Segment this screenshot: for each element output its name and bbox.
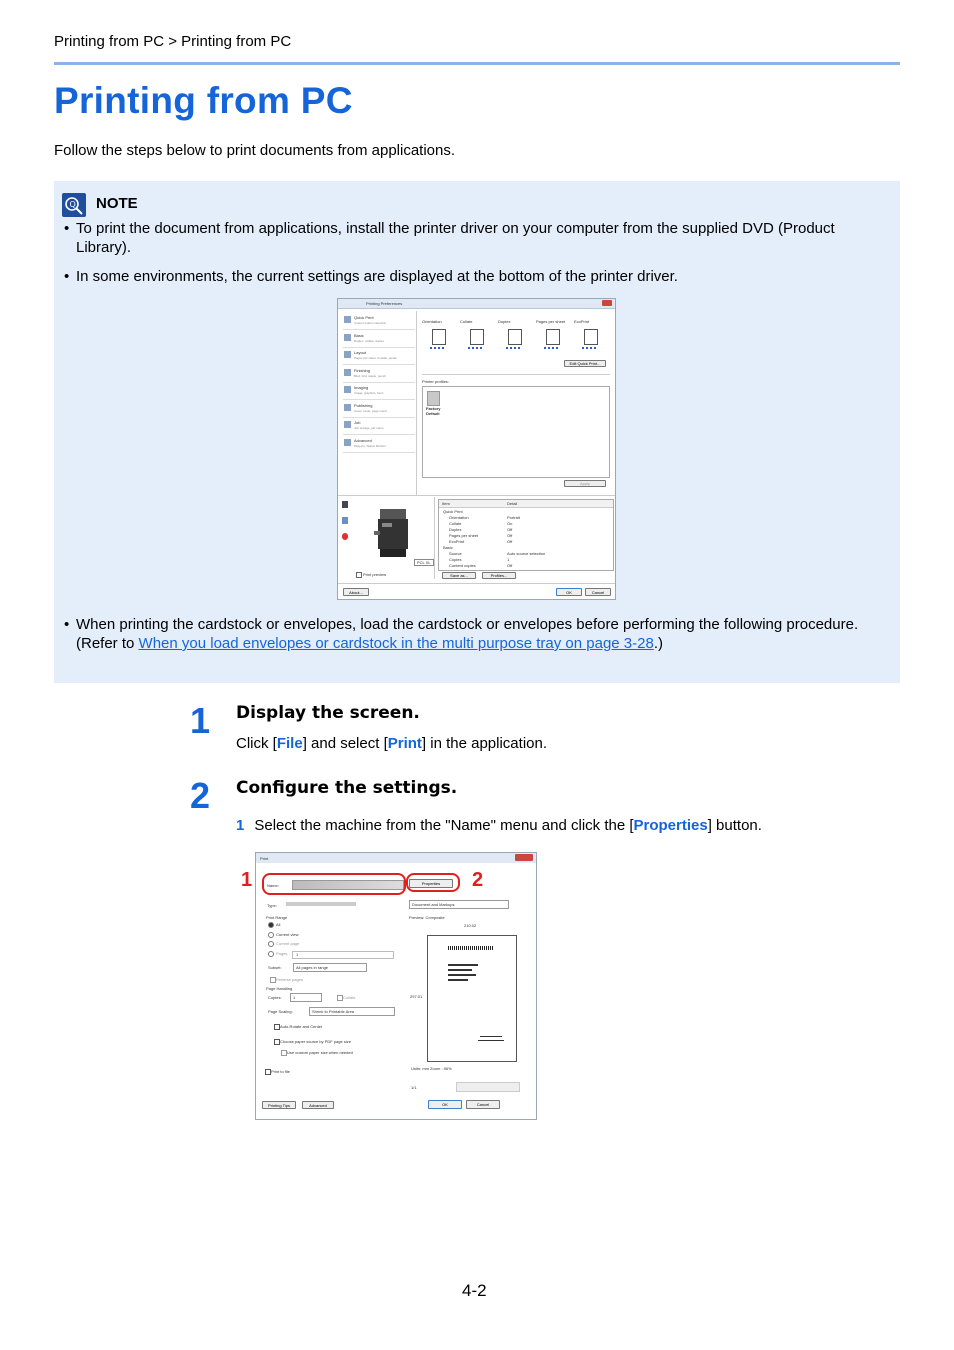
preview-label: Preview: Composite: [409, 915, 445, 920]
table-cell-item: Pages per sheet: [449, 533, 479, 538]
table-cell-detail: Off: [507, 533, 513, 538]
tab-icon: [344, 316, 351, 323]
collate-label: Collate: [343, 995, 356, 1000]
layout-icon: [342, 517, 348, 524]
step-number: 2: [190, 775, 211, 816]
column-label: Pages per sheet: [536, 319, 566, 324]
text-part: Select the machine from the "Name" menu and click the [: [254, 817, 634, 834]
intro-text: Follow the steps below to print documents from applications.: [54, 142, 456, 159]
barcode: [448, 946, 494, 950]
page-icon: [342, 501, 348, 508]
table-header-cell: Detail: [507, 501, 518, 506]
table-cell-item: Source: [449, 551, 462, 556]
profile-icon: [427, 391, 440, 406]
breadcrumb: Printing from PC > Printing from PC: [54, 33, 292, 50]
text-line: [448, 974, 476, 976]
range-option-label: Pages: [276, 951, 288, 956]
quick-print-columns: [422, 319, 612, 359]
column-dots: [582, 347, 598, 349]
refer-link[interactable]: When you load envelopes or cardstock in the multi purpose tray on page 3-28: [138, 635, 654, 652]
edit-quick-print-button[interactable]: Edit Quick Print...: [564, 360, 606, 367]
column-icon[interactable]: [470, 329, 484, 345]
svg-text:Q: Q: [69, 200, 76, 209]
comments-value: Document and Markups: [412, 902, 455, 907]
close-icon: [515, 854, 533, 861]
properties-button[interactable]: Properties: [409, 879, 453, 888]
name-callout-box: [262, 873, 406, 895]
divider: [338, 495, 615, 496]
color-icon: [342, 533, 348, 540]
keyword-file: File: [276, 735, 303, 752]
step-text: [236, 735, 547, 752]
substep: [236, 817, 762, 834]
profiles-button[interactable]: Profiles...: [482, 572, 516, 579]
column-label: Collate: [460, 319, 473, 324]
print-dialog-screenshot: [255, 852, 537, 1120]
print-preview-checkbox[interactable]: [356, 572, 362, 578]
step-heading: Configure the settings.: [236, 778, 458, 798]
print-preview-label: Print preview: [363, 572, 387, 577]
comments-select[interactable]: [409, 900, 509, 909]
save-as-button[interactable]: Save as...: [442, 572, 476, 579]
profiles-list[interactable]: [422, 386, 610, 478]
range-radio[interactable]: [268, 932, 274, 938]
range-radio[interactable]: [268, 951, 274, 957]
print-title: Print: [260, 856, 269, 861]
advanced-button[interactable]: Advanced: [302, 1101, 334, 1109]
cancel-button[interactable]: Cancel: [585, 588, 611, 596]
tab-icon: [344, 421, 351, 428]
table-cell-detail: Off: [507, 563, 513, 568]
copies-value: 1: [293, 995, 296, 1000]
callout-1: 1: [241, 869, 253, 891]
keyword-print: Print: [387, 735, 422, 752]
table-header-cell: Item: [442, 501, 450, 506]
choose-source-label: Choose paper source by PDF page size: [280, 1039, 351, 1044]
text-part: ] button.: [707, 817, 762, 834]
print-to-file-label: Print to file: [271, 1069, 290, 1074]
text-line: [478, 1040, 504, 1041]
keyword-properties: Properties: [633, 817, 708, 834]
copies-input[interactable]: [290, 993, 322, 1002]
print-cancel-button[interactable]: Cancel: [466, 1100, 500, 1109]
prefs-tab[interactable]: [343, 313, 415, 330]
range-radio[interactable]: [268, 922, 274, 928]
properties-callout-box: [406, 873, 460, 892]
ok-button[interactable]: OK: [556, 588, 582, 596]
scaling-select[interactable]: [309, 1007, 395, 1016]
printer-image: [374, 507, 414, 559]
range-option-label: Current page: [276, 941, 300, 946]
tab-sublabel: Duplex, collate, duplex: [354, 338, 385, 343]
text-line: [448, 969, 472, 971]
range-option-label: Current view: [276, 932, 299, 937]
note-bullet-text: To print the document from applications, install the printer driver on your computer from the supplied DVD (Product Library).: [76, 220, 835, 256]
width-value: 210.02: [464, 923, 477, 928]
text-line: [480, 1036, 502, 1037]
prefs-tab[interactable]: [343, 418, 415, 435]
table-cell-detail: On: [507, 521, 513, 526]
text-line: [448, 964, 478, 966]
range-label: Print Range: [266, 915, 288, 920]
subset-label: Subset:: [268, 965, 282, 970]
pages-input[interactable]: [292, 951, 394, 959]
tab-icon: [344, 439, 351, 446]
divider: [338, 583, 615, 584]
tab-sublabel: Image, graphics, fonts: [354, 391, 384, 395]
table-cell-detail: Off: [507, 527, 513, 532]
callout-2: 2: [472, 869, 484, 891]
tab-icon: [344, 386, 351, 393]
column-label: EcoPrint: [574, 319, 590, 324]
tab-label: Basic: [354, 332, 364, 338]
height-value: 297.01: [410, 994, 423, 999]
range-radio[interactable]: [268, 941, 274, 947]
tab-sublabel: Bind, fold, staple, punch: [354, 373, 387, 378]
step-number: 1: [190, 700, 211, 741]
table-cell-item: Copies: [449, 557, 462, 562]
tab-icon: [344, 404, 351, 411]
page-slider[interactable]: [456, 1082, 520, 1092]
prefs-tab[interactable]: [343, 348, 415, 365]
settings-table: [438, 499, 614, 571]
profile-name[interactable]: Factory Default: [426, 406, 441, 416]
divider: [416, 311, 417, 496]
subset-value: All pages in range: [296, 965, 329, 970]
note-label: NOTE: [96, 195, 138, 212]
name-label: Name:: [267, 883, 279, 888]
text-part: ] and select [: [302, 735, 388, 752]
table-cell-detail: 1: [507, 557, 510, 562]
tab-label: Quick Print: [354, 315, 374, 320]
reverse-label: Reverse pages: [276, 977, 303, 982]
page-preview: [427, 935, 517, 1062]
bullet-dot: •: [64, 268, 70, 285]
column-dots: [544, 347, 560, 349]
prefs-tab[interactable]: [343, 436, 415, 453]
page-counter: 1/1: [411, 1085, 417, 1090]
print-ok-button[interactable]: OK: [428, 1100, 462, 1109]
printing-tips-button[interactable]: Printing Tips: [262, 1101, 296, 1109]
text-part: Click [: [236, 735, 277, 752]
note-bullet-text: [76, 615, 866, 653]
copies-label: Copies:: [268, 995, 282, 1000]
refer-prefix: (Refer to: [76, 635, 139, 652]
subset-select[interactable]: [293, 963, 367, 972]
pdl-label: PCL XL: [414, 559, 434, 566]
tab-icon: [344, 334, 351, 341]
tab-label: Imaging: [354, 385, 369, 390]
tab-label: Finishing: [354, 367, 371, 373]
refer-suffix: .): [653, 635, 664, 652]
print-titlebar: [256, 853, 536, 863]
bullet-dot: •: [64, 220, 70, 237]
profiles-label: Printer profiles:: [422, 379, 449, 384]
table-header: [439, 500, 613, 508]
tab-sublabel: Job storage, job name: [354, 426, 384, 430]
prefs-tab[interactable]: [343, 383, 415, 400]
tab-icon: [344, 351, 351, 358]
autorotate-label: Auto-Rotate and Center: [280, 1024, 323, 1029]
column-icon[interactable]: [508, 329, 522, 345]
column-icon[interactable]: [584, 329, 598, 345]
table-cell-item: Content copies: [449, 563, 476, 568]
bullet-dot: •: [64, 616, 70, 633]
column-dots: [506, 347, 522, 349]
scaling-value: Shrink to Printable Area: [312, 1009, 355, 1014]
prefs-tab[interactable]: [343, 331, 415, 348]
prefs-titlebar: [338, 299, 615, 309]
column-label: Duplex: [498, 319, 511, 324]
tab-label: Job: [354, 420, 361, 425]
table-cell-item: Collate: [449, 521, 462, 526]
header-rule: [54, 62, 900, 65]
table-cell-item: Basic: [443, 545, 453, 550]
substep-number: 1: [236, 817, 245, 834]
bullet3-text: When printing the cardstock or envelopes, load the cardstock or envelopes before performing the following procedure.: [76, 616, 859, 633]
tab-icon: [344, 369, 351, 376]
type-label: Type:: [267, 903, 277, 908]
table-cell-item: Orientation: [449, 515, 469, 520]
page-title: Printing from PC: [54, 80, 353, 121]
text-part: ] in the application.: [421, 735, 548, 752]
column-icon[interactable]: [432, 329, 446, 345]
custom-size-label: Use custom paper size when needed: [287, 1050, 353, 1055]
note-icon: [62, 193, 86, 217]
apply-button[interactable]: Apply: [564, 480, 606, 487]
table-cell-detail: Off: [507, 539, 513, 544]
side-icons: [342, 501, 352, 561]
text-line: [448, 979, 468, 981]
table-cell-item: Duplex: [449, 527, 462, 532]
table-row: [439, 563, 613, 569]
prefs-tab[interactable]: [343, 401, 415, 418]
divider: [422, 374, 610, 375]
range-option-label: All: [276, 922, 281, 927]
page-number: 4-2: [462, 1281, 487, 1300]
tab-sublabel: Custom button selection: [354, 321, 387, 325]
tab-label: Publishing: [354, 402, 373, 408]
tab-sublabel: Cover mode, page insert: [354, 408, 387, 413]
prefs-title: Printing Preferences: [366, 301, 403, 306]
tab-sublabel: Pages per sheet, booklet, poster: [354, 356, 398, 360]
table-cell-item: EcoPrint: [449, 539, 465, 544]
tab-sublabel: Plug-ins, Status Monitor: [354, 443, 386, 448]
table-cell-detail: Portrait: [507, 515, 520, 520]
units-label: Units: mm Zoom : 96%: [411, 1066, 452, 1071]
step-heading: Display the screen.: [236, 703, 420, 723]
tab-label: Layout: [354, 350, 367, 355]
close-icon: [602, 300, 612, 306]
prefs-tab[interactable]: [343, 366, 415, 383]
column-icon[interactable]: [546, 329, 560, 345]
printing-preferences-screenshot: [337, 298, 616, 600]
pages-value: 1: [296, 952, 299, 957]
tab-label: Advanced: [354, 437, 372, 443]
type-value: [286, 902, 356, 906]
column-dots: [430, 347, 446, 349]
divider: [434, 497, 435, 579]
table-cell-item: Quick Print: [443, 509, 463, 514]
range-options: [268, 922, 398, 967]
about-button[interactable]: About...: [343, 588, 369, 596]
scaling-label: Page Scaling:: [268, 1009, 293, 1014]
table-cell-detail: Auto source selection: [507, 551, 546, 556]
column-dots: [468, 347, 484, 349]
note-bullet-text: In some environments, the current settings are displayed at the bottom of the printer driver.: [76, 268, 678, 285]
handling-label: Page Handling: [266, 986, 293, 991]
column-label: Orientation: [422, 319, 442, 324]
